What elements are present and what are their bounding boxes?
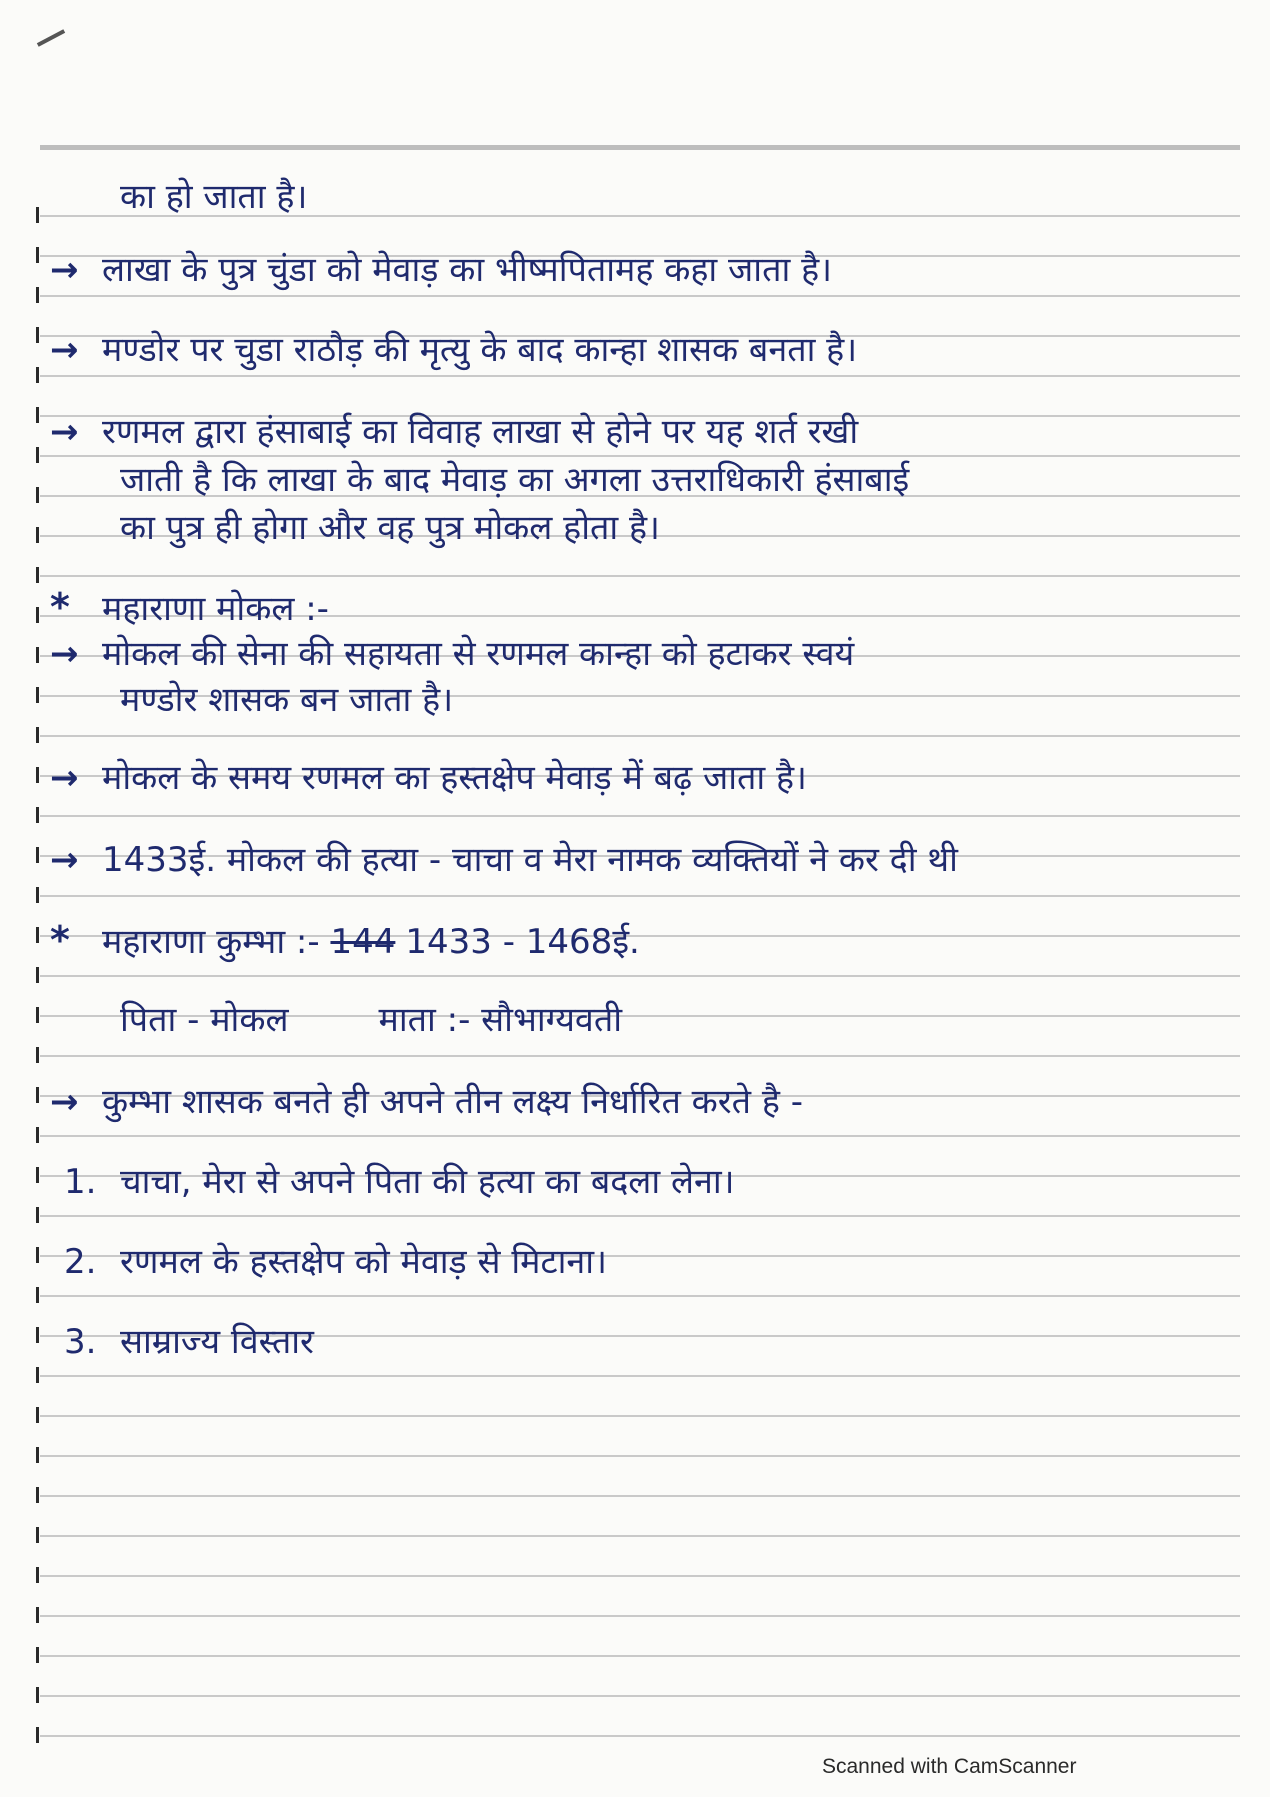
margin-tick [36,887,39,903]
arrow-icon: → [50,634,79,674]
section-heading: * महाराणा कुम्भा :- 144 1433 - 1468ई. [50,918,640,962]
ruled-line [40,375,1240,377]
margin-tick [36,1047,39,1063]
margin-tick [36,487,39,503]
ruled-line [40,1415,1240,1417]
ruled-line [40,295,1240,297]
list-number: 1. [64,1162,97,1202]
ruled-line [40,455,1240,457]
ruled-line [40,1055,1240,1057]
margin-tick [36,1687,39,1703]
note-line: → रणमल द्वारा हंसाबाई का विवाह लाखा से होने पर यह शर्त रखी [50,412,859,452]
star-icon: * [50,918,70,962]
struck-text: 144 [330,922,396,962]
ruled-line [40,1375,1240,1377]
list-number: 2. [64,1242,97,1282]
margin-tick [36,847,39,863]
margin-tick [36,1607,39,1623]
margin-tick [36,1567,39,1583]
margin-tick [36,1247,39,1263]
margin-tick [36,687,39,703]
margin-tick [36,1327,39,1343]
ruled-line [40,815,1240,817]
note-line: मण्डोर शासक बन जाता है। [120,680,454,720]
margin-tick [36,287,39,303]
arrow-icon: → [50,840,79,880]
note-line: → 1433ई. मोकल की हत्या - चाचा व मेरा नामक व्यक्तियों ने कर दी थी [50,840,958,880]
ruled-line [40,1295,1240,1297]
ruled-line [40,975,1240,977]
margin-tick [36,407,39,423]
ruled-line [40,895,1240,897]
margin-tick [36,527,39,543]
margin-tick [36,247,39,263]
margin-tick [36,367,39,383]
list-number: 3. [64,1322,97,1362]
note-line: → लाखा के पुत्र चुंडा को मेवाड़ का भीष्मपितामह कहा जाता है। [50,250,833,290]
ruled-line [40,1575,1240,1577]
margin-tick [36,927,39,943]
margin-tick [36,1087,39,1103]
margin-tick [36,607,39,623]
margin-tick [36,727,39,743]
margin-tick [36,1367,39,1383]
note-line: जाती है कि लाखा के बाद मेवाड़ का अगला उत्तराधिकारी हंसाबाई [120,460,910,500]
margin-tick [36,1127,39,1143]
list-item: 2. रणमल के हस्तक्षेप को मेवाड़ से मिटाना। [50,1240,1230,1284]
margin-tick [36,1447,39,1463]
margin-tick [36,1487,39,1503]
margin-tick [36,327,39,343]
ruled-line [40,575,1240,577]
margin-tick [36,1287,39,1303]
ruled-line [40,1735,1240,1737]
margin-tick [36,447,39,463]
margin-tick [36,1167,39,1183]
ruled-line [40,1495,1240,1497]
margin-tick [36,1527,39,1543]
note-line: → कुम्भा शासक बनते ही अपने तीन लक्ष्य निर्धारित करते है - [50,1082,803,1122]
margin-tick [36,967,39,983]
margin-tick [36,1407,39,1423]
margin-tick [36,567,39,583]
list-item: 3. साम्राज्य विस्तार [50,1320,1230,1364]
arrow-icon: → [50,330,79,370]
margin-tick [36,767,39,783]
note-line [50,998,1230,1042]
margin-tick [36,1647,39,1663]
margin-tick [36,1207,39,1223]
ruled-line [40,1455,1240,1457]
note-line: का पुत्र ही होगा और वह पुत्र मोकल होता है। [120,508,660,548]
margin-tick [36,1007,39,1023]
note-line: → मोकल की सेना की सहायता से रणमल कान्हा को हटाकर स्वयं [50,634,855,674]
ruled-line [40,1695,1240,1697]
arrow-icon: → [50,412,79,452]
ruled-line [40,1615,1240,1617]
ruled-line [40,735,1240,737]
star-icon: * [50,585,70,629]
margin-tick [36,807,39,823]
reign-years: 1433 - 1468ई. [405,922,640,962]
ruled-line [40,1655,1240,1657]
list-item: 1. चाचा, मेरा से अपने पिता की हत्या का बदला लेना। [50,1160,1230,1204]
father-name: पिता - मोकल [120,1000,289,1040]
arrow-icon: → [50,758,79,798]
note-line: → मोकल के समय रणमल का हस्तक्षेप मेवाड़ में बढ़ जाता है। [50,758,807,798]
note-line: का हो जाता है। [120,177,308,217]
ruled-line [40,1215,1240,1217]
ruled-line [40,1135,1240,1137]
pen-mark [37,29,65,47]
page-top-border [40,145,1240,150]
ruled-line [40,1535,1240,1537]
section-heading: * महाराणा मोकल :- [50,585,329,629]
margin-tick [36,647,39,663]
mother-name: माता :- सौभाग्यवती [378,1000,623,1040]
arrow-icon: → [50,1082,79,1122]
margin-tick [36,1727,39,1743]
scanner-watermark: Scanned with CamScanner [822,1755,1077,1778]
note-line: → मण्डोर पर चुडा राठौड़ की मृत्यु के बाद कान्हा शासक बनता है। [50,330,858,370]
arrow-icon: → [50,250,79,290]
margin-tick [36,207,39,223]
